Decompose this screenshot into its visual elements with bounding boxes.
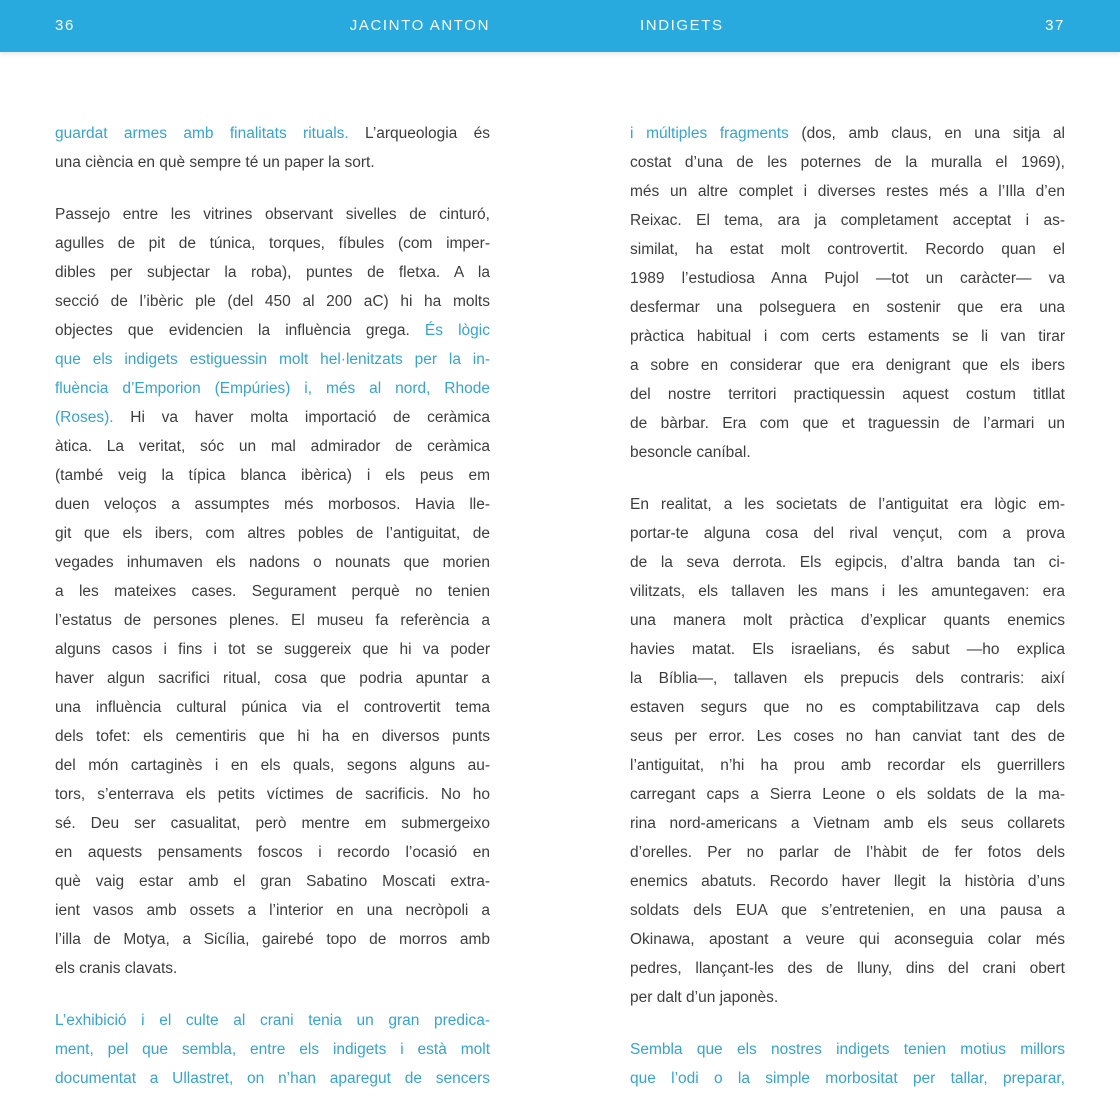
text-segment: similat, ha estat molt controvertit. Recordo quan el xyxy=(630,241,1065,258)
text-line xyxy=(630,838,1065,867)
text-segment: una influència cultural púnica via el controvertit tema xyxy=(55,699,490,716)
highlighted-text-segment: És lògic xyxy=(424,322,490,339)
text-line xyxy=(55,432,490,461)
text-segment: besoncle caníbal. xyxy=(630,444,751,461)
text-segment: de la seva derrota. Els egipcis, d’altra banda tan ci- xyxy=(630,554,1065,571)
text-line xyxy=(55,606,490,635)
text-segment: una ciència en què sempre té un paper la sort. xyxy=(55,154,375,171)
text-segment: vilitzats, els tallaven les mans i les amuntegaven: era xyxy=(630,583,1065,600)
highlighted-text-segment: (Roses). xyxy=(55,409,114,426)
highlighted-text-segment: documentat a Ullastret, on n’han aparegut de sencers xyxy=(55,1070,490,1087)
text-line xyxy=(630,751,1065,780)
text-segment: costat d’una de les poternes de la muralla el 1969), xyxy=(630,154,1065,171)
text-segment: (també veig la típica blanca ibèrica) i els peus em xyxy=(55,467,490,484)
text-line xyxy=(55,664,490,693)
text-line xyxy=(55,119,490,148)
text-segment: estaven segurs que no es comptabilitzava cap dels xyxy=(630,699,1065,716)
text-line xyxy=(55,1064,490,1093)
text-segment: L’arqueologia és xyxy=(348,125,490,142)
text-line xyxy=(55,867,490,896)
text-segment: en aquests pensaments foscos i recordo l’ocasió en xyxy=(55,844,490,861)
text-segment: objectes que evidencien la influència grega. xyxy=(55,322,425,339)
text-segment: d’orelles. Per no parlar de l’hàbit de fer fotos dels xyxy=(630,844,1065,861)
running-header-bar xyxy=(0,0,1120,52)
text-segment: què vaig estar amb el gran Sabatino Moscati extra- xyxy=(55,873,490,890)
text-segment: rina nord-americans a Vietnam amb els seus collarets xyxy=(630,815,1065,832)
text-segment: els cranis clavats. xyxy=(55,960,178,977)
text-line xyxy=(55,403,490,432)
text-line xyxy=(630,148,1065,177)
text-line xyxy=(630,809,1065,838)
text-segment: la Bíblia—, tallaven els prepucis dels contraris: així xyxy=(630,670,1065,687)
text-line xyxy=(55,577,490,606)
text-line xyxy=(55,345,490,374)
text-line xyxy=(55,635,490,664)
text-line xyxy=(55,490,490,519)
text-segment: del nostre territori practiquessin aquest costum titllat xyxy=(630,386,1065,403)
text-segment: havies matat. Els israelians, és sabut —ho explica xyxy=(630,641,1065,658)
text-line xyxy=(55,461,490,490)
paragraph xyxy=(55,119,490,177)
text-line xyxy=(630,606,1065,635)
text-segment: Reixac. El tema, ara ja completament acceptat i as- xyxy=(630,212,1065,229)
text-segment: git que els ibers, com altres pobles de l’antiguitat, de xyxy=(55,525,490,542)
text-line xyxy=(55,519,490,548)
text-segment: del món cartaginès i en els quals, segons alguns au- xyxy=(55,757,490,774)
text-segment: pedres, llançant-les des de lluny, dins del crani obert xyxy=(630,960,1065,977)
text-line xyxy=(55,925,490,954)
text-line xyxy=(630,351,1065,380)
highlighted-text-segment: ment, pel que sembla, entre els indigets i està molt xyxy=(55,1041,490,1058)
text-line xyxy=(630,206,1065,235)
paragraph xyxy=(55,200,490,983)
text-line xyxy=(55,229,490,258)
text-line xyxy=(55,287,490,316)
text-line xyxy=(630,722,1065,751)
text-line xyxy=(55,548,490,577)
text-segment: tors, s’enterrava els petits víctimes de sacrificis. No ho xyxy=(55,786,490,803)
text-line xyxy=(55,148,490,177)
text-line xyxy=(630,519,1065,548)
text-segment: a les mateixes cases. Segurament perquè no tenien xyxy=(55,583,490,600)
text-segment: portar-te alguna cosa del rival vençut, com a prova xyxy=(630,525,1065,542)
text-line xyxy=(55,838,490,867)
text-line xyxy=(55,751,490,780)
text-segment: secció de l’ibèric ple (del 450 al 200 aC) hi ha molts xyxy=(55,293,490,310)
text-segment: Passejo entre les vitrines observant sivelles de cinturó, xyxy=(55,206,490,223)
text-line xyxy=(630,896,1065,925)
text-line xyxy=(630,438,1065,467)
text-line xyxy=(630,548,1065,577)
text-line xyxy=(55,200,490,229)
text-line xyxy=(630,1064,1065,1093)
running-head-author: JACINTO ANTON xyxy=(349,17,490,34)
text-segment: de bàrbar. Era com que et traguessin de l’armari un xyxy=(630,415,1065,432)
paragraph xyxy=(630,490,1065,1012)
text-line xyxy=(55,780,490,809)
page-left-text-column xyxy=(55,119,490,1093)
highlighted-text-segment: fluència d’Emporion (Empúries) i, més al nord, Rhode xyxy=(55,380,490,397)
text-line xyxy=(55,258,490,287)
text-segment: a sobre en considerar que era denigrant que els ibers xyxy=(630,357,1065,374)
text-line xyxy=(630,177,1065,206)
text-segment: pràctica habitual i com certs estaments se li van tirar xyxy=(630,328,1065,345)
highlighted-text-segment: que l’odi o la simple morbositat per tallar, preparar, xyxy=(630,1070,1065,1087)
text-segment: duen veloços a assumptes més morbosos. Havia lle- xyxy=(55,496,490,513)
text-segment: (dos, amb claus, en una sitja al xyxy=(788,125,1065,142)
highlighted-text-segment: L’exhibició i el culte al crani tenia un gran predica- xyxy=(55,1012,490,1029)
text-segment: soldats dels EUA que s’entretenien, en una pausa a xyxy=(630,902,1065,919)
text-segment: haver algun sacrifici ritual, cosa que podria apuntar a xyxy=(55,670,490,687)
text-line xyxy=(630,693,1065,722)
page-number-left: 36 xyxy=(55,17,75,34)
text-segment: Okinawa, apostant a veure qui aconseguia colar més xyxy=(630,931,1065,948)
text-line xyxy=(630,983,1065,1012)
page-right-text-column xyxy=(630,119,1065,1093)
text-segment: dibles per subjectar la roba), puntes de fletxa. A la xyxy=(55,264,490,281)
text-line xyxy=(630,264,1065,293)
running-head-title: INDIGETS xyxy=(640,17,724,34)
text-line xyxy=(55,1035,490,1064)
text-segment: l’estatus de persones plenes. El museu fa referència a xyxy=(55,612,490,629)
text-line xyxy=(55,316,490,345)
text-line xyxy=(630,409,1065,438)
text-line xyxy=(630,490,1065,519)
text-segment: més un altre complet i diverses restes més a l’Illa d’en xyxy=(630,183,1065,200)
paragraph xyxy=(630,1035,1065,1093)
text-segment: una manera molt pràctica d’explicar quants enemics xyxy=(630,612,1065,629)
paragraph xyxy=(630,119,1065,467)
text-segment: En realitat, a les societats de l’antiguitat era lògic em- xyxy=(630,496,1065,513)
text-line xyxy=(630,1035,1065,1064)
text-line xyxy=(630,954,1065,983)
text-line xyxy=(55,954,490,983)
highlighted-text-segment: guardat armes amb finalitats rituals. xyxy=(55,125,349,142)
text-line xyxy=(630,322,1065,351)
text-line xyxy=(630,293,1065,322)
text-line xyxy=(630,780,1065,809)
text-segment: desfermar una polseguera en sostenir que era una xyxy=(630,299,1065,316)
text-segment: vegades inhumaven els nadons o nounats que morien xyxy=(55,554,490,571)
book-spread xyxy=(0,52,1120,1093)
text-line xyxy=(55,809,490,838)
text-line xyxy=(630,235,1065,264)
highlighted-text-segment: i múltiples fragments xyxy=(630,125,789,142)
paragraph xyxy=(55,1006,490,1093)
text-segment: l’illa de Motya, a Sicília, gairebé topo de morros amb xyxy=(55,931,490,948)
text-line xyxy=(630,577,1065,606)
text-segment: alguns casos i fins i tot se suggereix que hi va poder xyxy=(55,641,490,658)
page-number-right: 37 xyxy=(1045,17,1065,34)
text-segment: seus per error. Les coses no han canviat tant des de xyxy=(630,728,1065,745)
text-line xyxy=(630,635,1065,664)
text-segment: carregant caps a Sierra Leone o els soldats de la ma- xyxy=(630,786,1065,803)
highlighted-text-segment: Sembla que els nostres indigets tenien motius millors xyxy=(630,1041,1065,1058)
text-segment: 1989 l’estudiosa Anna Pujol —tot un caràcter— va xyxy=(630,270,1065,287)
text-segment: dels tofet: els cementiris que hi ha en diversos punts xyxy=(55,728,490,745)
text-segment: Hi va haver molta importació de ceràmica xyxy=(113,409,490,426)
text-segment: agulles de pit de túnica, torques, fíbules (com imper- xyxy=(55,235,490,252)
text-segment: per dalt d’un japonès. xyxy=(630,989,779,1006)
text-segment: ient vasos amb ossets a l’interior en una necròpoli a xyxy=(55,902,490,919)
text-segment: sé. Deu ser casualitat, però mentre em submergeixo xyxy=(55,815,490,832)
text-line xyxy=(55,693,490,722)
text-line xyxy=(55,896,490,925)
text-line xyxy=(630,867,1065,896)
text-line xyxy=(55,722,490,751)
text-line xyxy=(630,925,1065,954)
text-line xyxy=(55,374,490,403)
text-line xyxy=(630,664,1065,693)
highlighted-text-segment: que els indigets estiguessin molt hel·lenitzats per la in- xyxy=(55,351,490,368)
text-segment: enemics abatuts. Recordo haver llegit la història d’uns xyxy=(630,873,1065,890)
text-segment: àtica. La veritat, sóc un mal admirador de ceràmica xyxy=(55,438,490,455)
text-segment: l’antiguitat, n’hi ha prou amb recordar els guerrillers xyxy=(630,757,1065,774)
text-line xyxy=(55,1006,490,1035)
text-line xyxy=(630,380,1065,409)
text-line xyxy=(630,119,1065,148)
